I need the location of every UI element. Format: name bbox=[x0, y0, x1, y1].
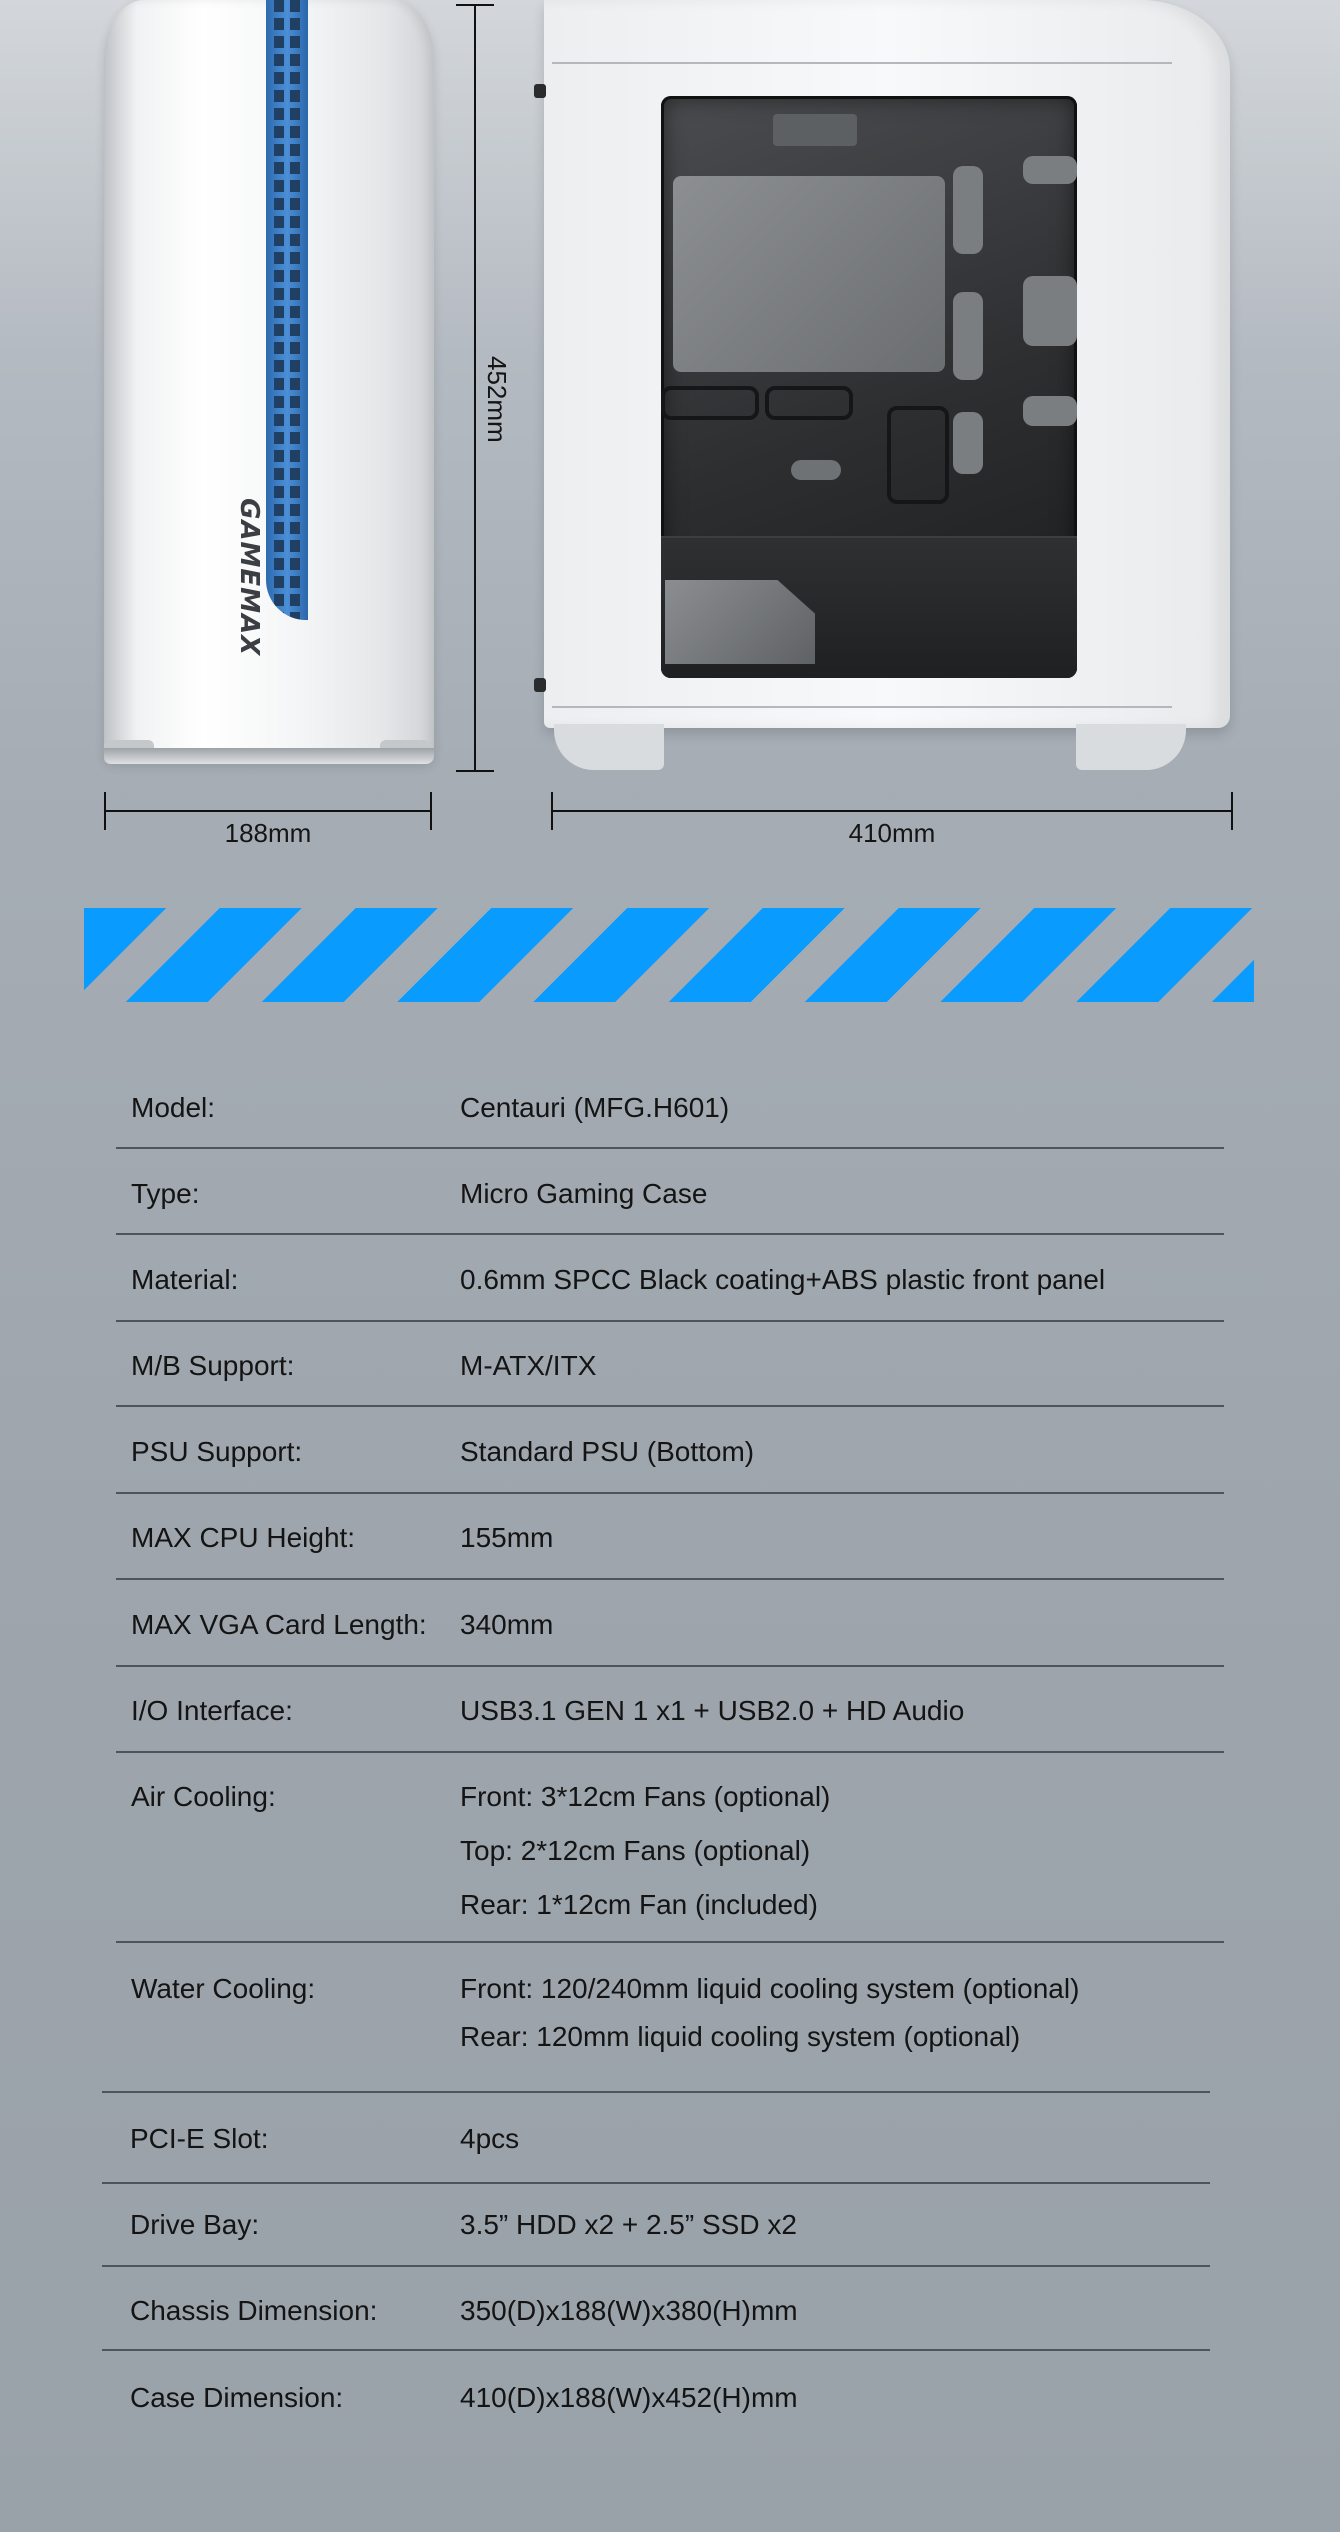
depth-dimension-label: 410mm bbox=[848, 818, 936, 848]
grommet-6 bbox=[1023, 396, 1077, 426]
spec-table bbox=[0, 1060, 1340, 2520]
spec-value: Top: 2*12cm Fans (optional) bbox=[460, 1835, 811, 1866]
cable-path-2 bbox=[765, 386, 853, 420]
grommet-5 bbox=[1023, 276, 1077, 346]
thumbscrew-bottom bbox=[534, 678, 546, 692]
product-illustration bbox=[0, 0, 1340, 860]
grommet-2 bbox=[953, 292, 983, 380]
spec-label: Model: bbox=[131, 1092, 216, 1123]
row-divider bbox=[116, 1665, 1224, 1667]
spec-value: M-ATX/ITX bbox=[460, 1350, 597, 1381]
case-side-bottom-seam bbox=[552, 706, 1172, 708]
case-side-top-seam bbox=[552, 62, 1172, 64]
spec-value: USB3.1 GEN 1 x1 + USB2.0 + HD Audio bbox=[460, 1695, 965, 1726]
row-divider bbox=[102, 2265, 1210, 2267]
spec-label: PCI-E Slot: bbox=[130, 2123, 269, 2154]
width-dimension-line bbox=[104, 810, 432, 812]
row-divider bbox=[102, 2091, 1210, 2093]
case-side-foot-left bbox=[554, 724, 664, 770]
row-divider bbox=[116, 1941, 1224, 1943]
cable-path-3 bbox=[887, 406, 949, 504]
spec-label: Material: bbox=[131, 1264, 239, 1295]
brand-logo: GAMEMAX bbox=[234, 498, 264, 657]
spec-value: Rear: 120mm liquid cooling system (optional) bbox=[460, 2021, 1021, 2052]
spec-label: PSU Support: bbox=[131, 1436, 303, 1467]
case-side-foot-right bbox=[1076, 724, 1186, 770]
spec-value: Front: 120/240mm liquid cooling system (optional) bbox=[460, 1973, 1080, 2004]
spec-value: 340mm bbox=[460, 1609, 554, 1640]
spec-label: MAX VGA Card Length: bbox=[131, 1609, 427, 1640]
spec-value: 4pcs bbox=[460, 2123, 520, 2154]
spec-label: M/B Support: bbox=[131, 1350, 295, 1381]
row-divider bbox=[116, 1492, 1224, 1494]
spec-value: 0.6mm SPCC Black coating+ABS plastic front panel bbox=[460, 1264, 1106, 1295]
spec-value: Centauri (MFG.H601) bbox=[460, 1092, 730, 1123]
spec-value: 3.5” HDD x2 + 2.5” SSD x2 bbox=[460, 2209, 797, 2240]
cable-cutout-top bbox=[773, 114, 857, 146]
grommet-3 bbox=[953, 412, 983, 474]
height-dimension-label: 452mm bbox=[482, 356, 512, 443]
spec-label: Drive Bay: bbox=[130, 2209, 260, 2240]
spec-label: Case Dimension: bbox=[130, 2382, 344, 2413]
spec-label: MAX CPU Height: bbox=[131, 1522, 356, 1553]
spec-value: 410(D)x188(W)x452(H)mm bbox=[460, 2382, 798, 2413]
grommet-4 bbox=[1023, 156, 1077, 184]
row-divider bbox=[102, 2182, 1210, 2184]
spec-label: Air Cooling: bbox=[131, 1781, 276, 1812]
front-vent-grille bbox=[266, 0, 308, 620]
row-divider bbox=[116, 1233, 1224, 1235]
spec-value: 350(D)x188(W)x380(H)mm bbox=[460, 2295, 798, 2326]
row-divider bbox=[116, 1147, 1224, 1149]
cable-path-1 bbox=[661, 386, 759, 420]
height-dimension-line bbox=[474, 4, 476, 772]
grommet-7 bbox=[791, 460, 841, 480]
motherboard-area bbox=[673, 176, 945, 372]
height-dimension-tick-bottom bbox=[456, 770, 494, 772]
spec-value: Micro Gaming Case bbox=[460, 1178, 708, 1209]
row-divider bbox=[116, 1320, 1224, 1322]
case-front-shadow bbox=[104, 748, 434, 764]
spec-value: Standard PSU (Bottom) bbox=[460, 1436, 755, 1467]
width-dimension-label: 188mm bbox=[224, 818, 312, 848]
spec-value: 155mm bbox=[460, 1522, 554, 1553]
spec-label: Chassis Dimension: bbox=[130, 2295, 378, 2326]
side-window bbox=[661, 96, 1077, 678]
row-divider bbox=[102, 2349, 1210, 2351]
thumbscrew-top bbox=[534, 84, 546, 98]
accent-stripe-band bbox=[84, 908, 1254, 1002]
row-divider bbox=[116, 1405, 1224, 1407]
spec-value: Rear: 1*12cm Fan (included) bbox=[460, 1889, 818, 1920]
row-divider bbox=[116, 1578, 1224, 1580]
row-divider bbox=[116, 1751, 1224, 1753]
spec-label: I/O Interface: bbox=[131, 1695, 293, 1726]
spec-value: Front: 3*12cm Fans (optional) bbox=[460, 1781, 831, 1812]
depth-dimension-line bbox=[551, 810, 1233, 812]
spec-label: Type: bbox=[131, 1178, 200, 1209]
grommet-1 bbox=[953, 166, 983, 254]
spec-label: Water Cooling: bbox=[131, 1973, 316, 2004]
